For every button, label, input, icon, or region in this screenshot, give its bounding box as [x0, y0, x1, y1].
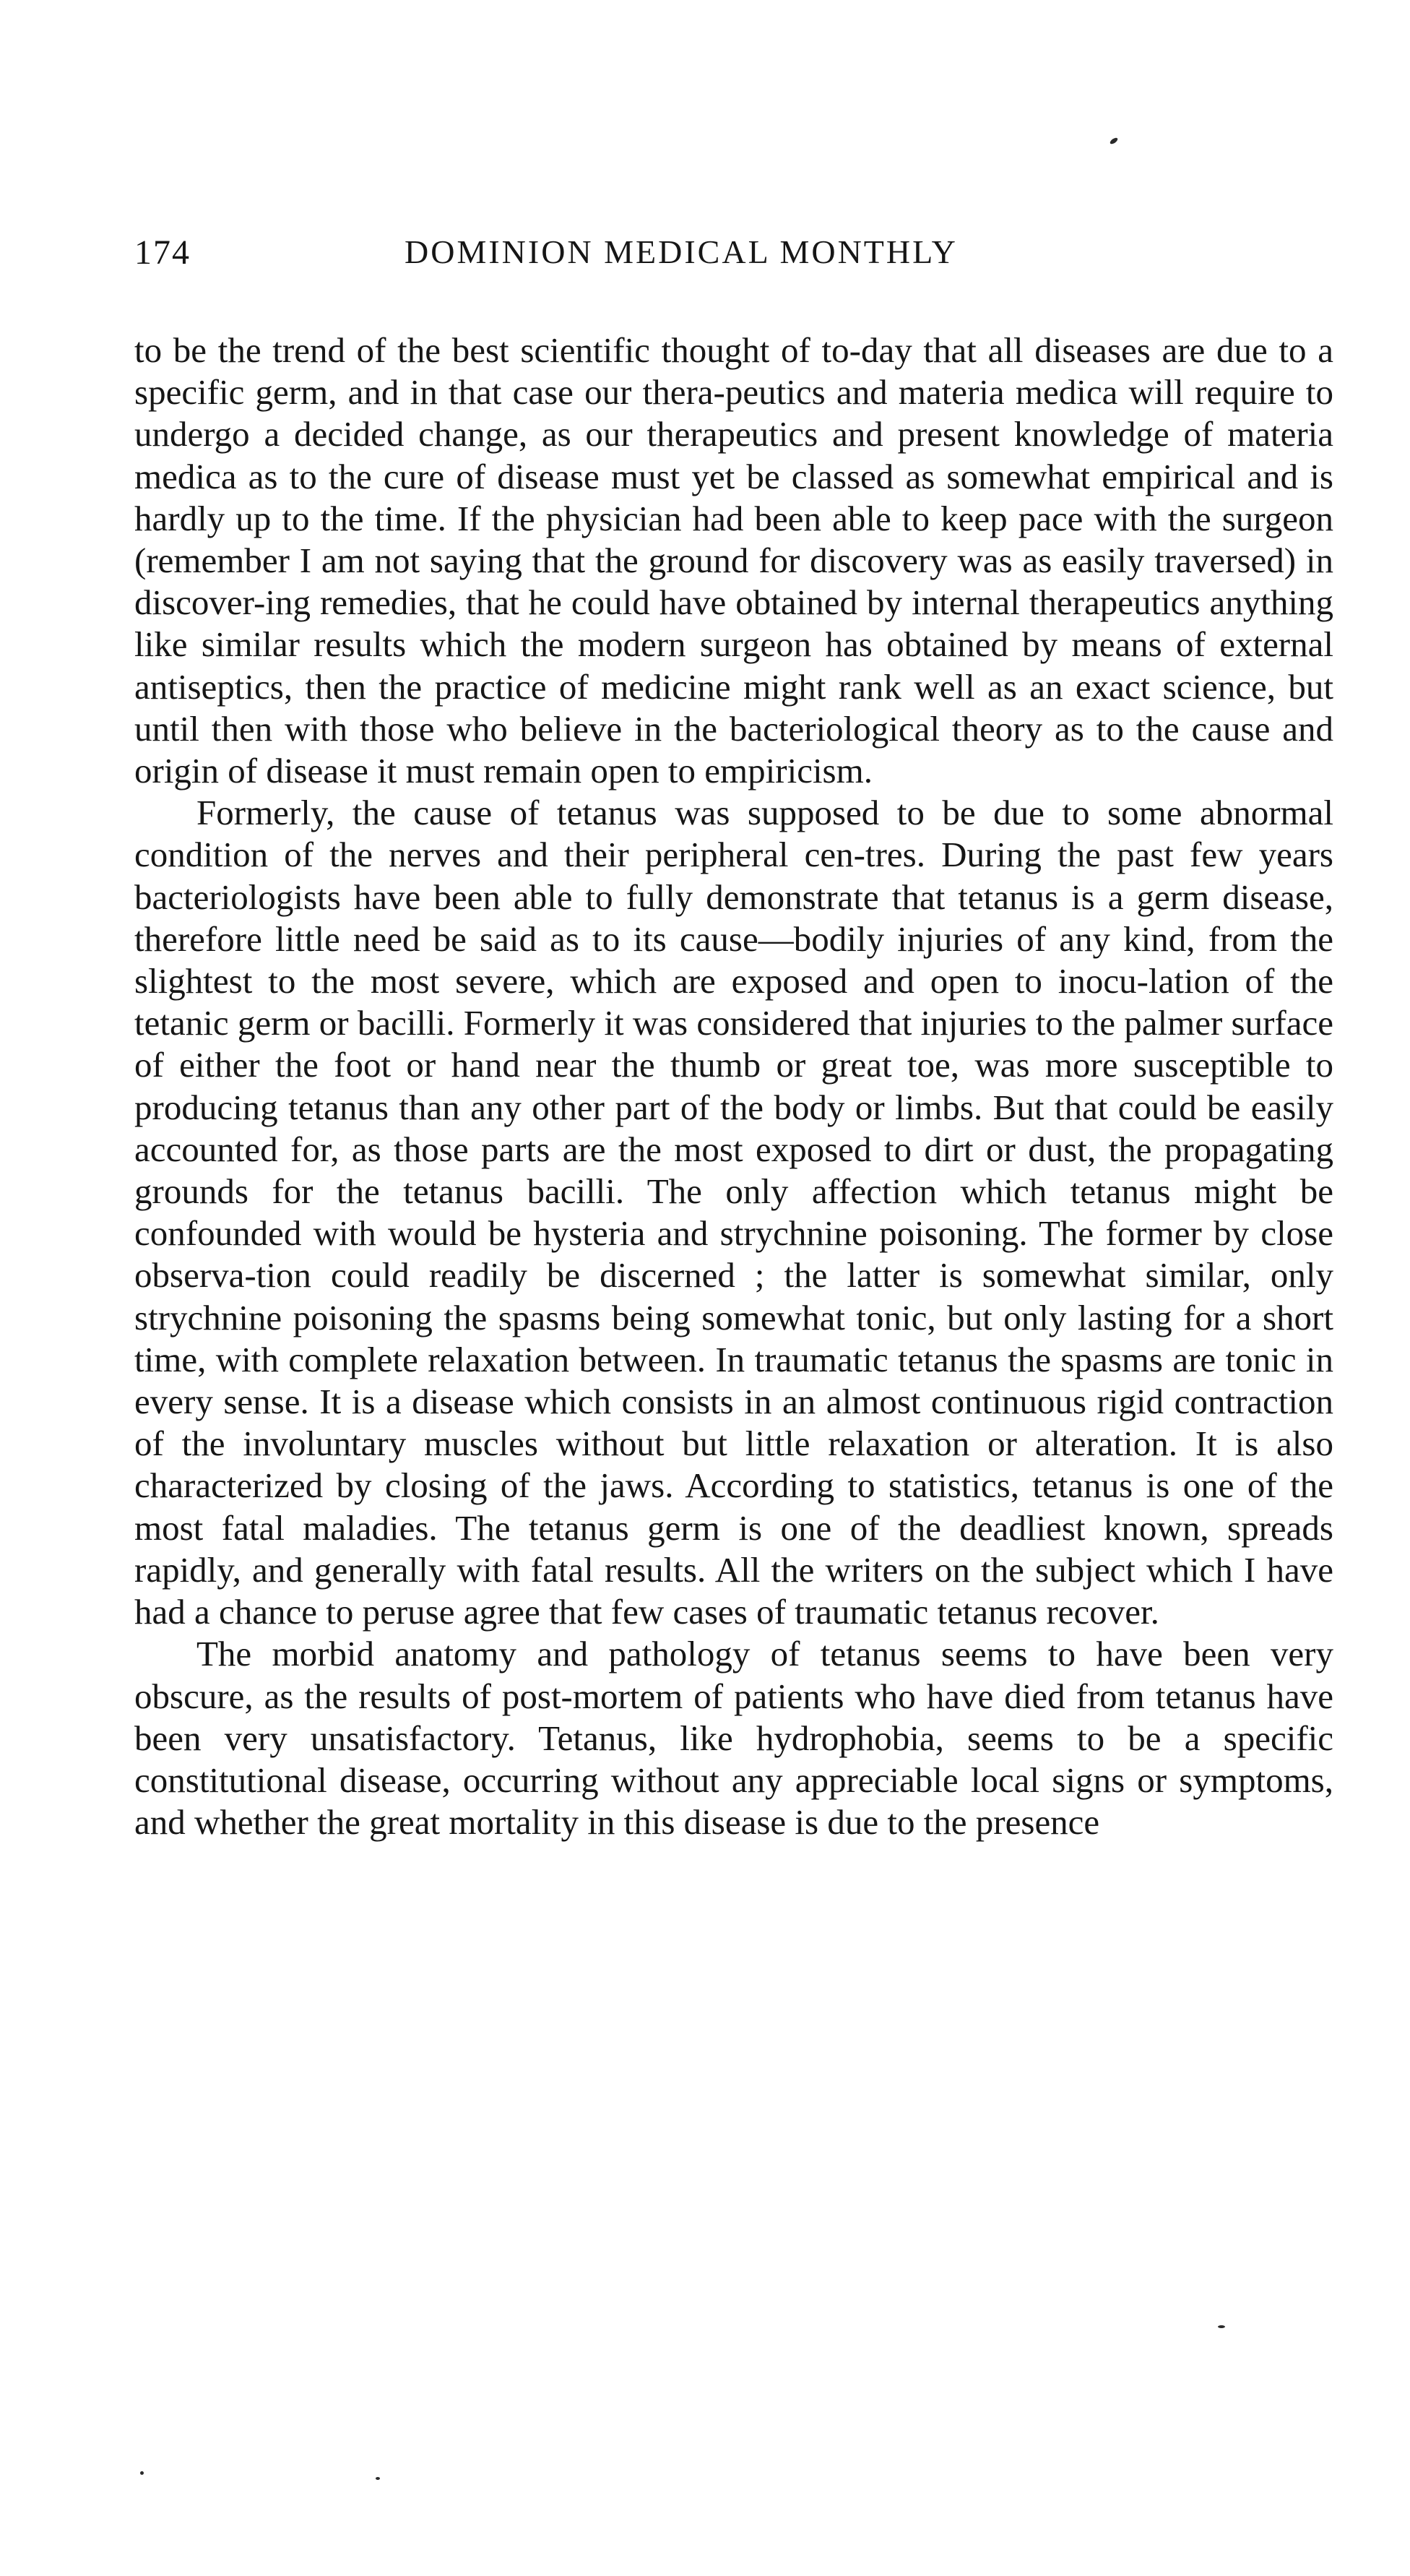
paragraph-1: to be the trend of the best scientific thought of to-day that all diseases are due to a specific germ, and in that case our thera-peutics and materia medica will require to undergo a decided change, as our therapeutics and present knowledge of materia medica as to the cure of disease must yet be classed as somewhat empirical and is hardly up to the time. If the physician had been able to keep pace with the surgeon (remember I am not saying that the ground for discovery was as easily traversed) in discover-ing remedies, that he could have obtained by internal therapeutics anything like similar results which the modern surgeon has obtained by means of external antiseptics, then the practice of medicine might rank well as an exact science, but until then with those who believe in the bacteriological theory as to the cause and origin of disease it must remain open to empiricism. [134, 330, 1333, 791]
ink-speck [376, 2477, 380, 2480]
ink-speck [1218, 2325, 1225, 2328]
page-header [134, 233, 1333, 283]
running-title: DOMINION MEDICAL MONTHLY [405, 233, 958, 270]
paragraph-3: The morbid anatomy and pathology of tetanus seems to have been very obscure, as the results of post-mortem of patients who have died from tetanus have been very unsatisfactory. Tetanus, like hydrophobia, seems to be a specific constitutional disease, occurring without any appreciable local signs or symptoms, and whether the great mortality in this disease is due to the presence [134, 1634, 1333, 1843]
ink-speck [140, 2471, 144, 2475]
paragraph-2: Formerly, the cause of tetanus was supposed to be due to some abnormal condition of the nerves and their peripheral cen-tres. During the past few years bacteriologists have been able to fully demonstrate that tetanus is a germ disease, therefore little need be said as to its cause—bodily injuries of any kind, from the slightest to the most severe, which are exposed and open to inocu-lation of the tetanic germ or bacilli. Formerly it was considered that injuries to the palmer surface of either the foot or hand near the thumb or great toe, was more susceptible to producing tetanus than any other part of the body or limbs. But that could be easily accounted for, as those parts are the most exposed to dirt or dust, the propagating grounds for the tetanus bacilli. The only affection which tetanus might be confounded with would be hysteria and strychnine poisoning. The former by close observa-tion could readily be discerned ; the latter is somewhat similar, only strychnine poisoning the spasms being somewhat tonic, but only lasting for a short time, with complete relaxation between. In traumatic tetanus the spasms are tonic in every sense. It is a disease which consists in an almost continuous rigid contraction of the involuntary muscles without but little relaxation or alteration. It is also characterized by closing of the jaws. According to statistics, tetanus is one of the most fatal maladies. The tetanus germ is one of the deadliest known, spreads rapidly, and generally with fatal results. All the writers on the subject which I have had a chance to peruse agree that few cases of traumatic tetanus recover. [134, 793, 1333, 1632]
article-body [134, 329, 1333, 1843]
ink-speck [1109, 137, 1118, 145]
page-number: 174 [134, 233, 191, 272]
